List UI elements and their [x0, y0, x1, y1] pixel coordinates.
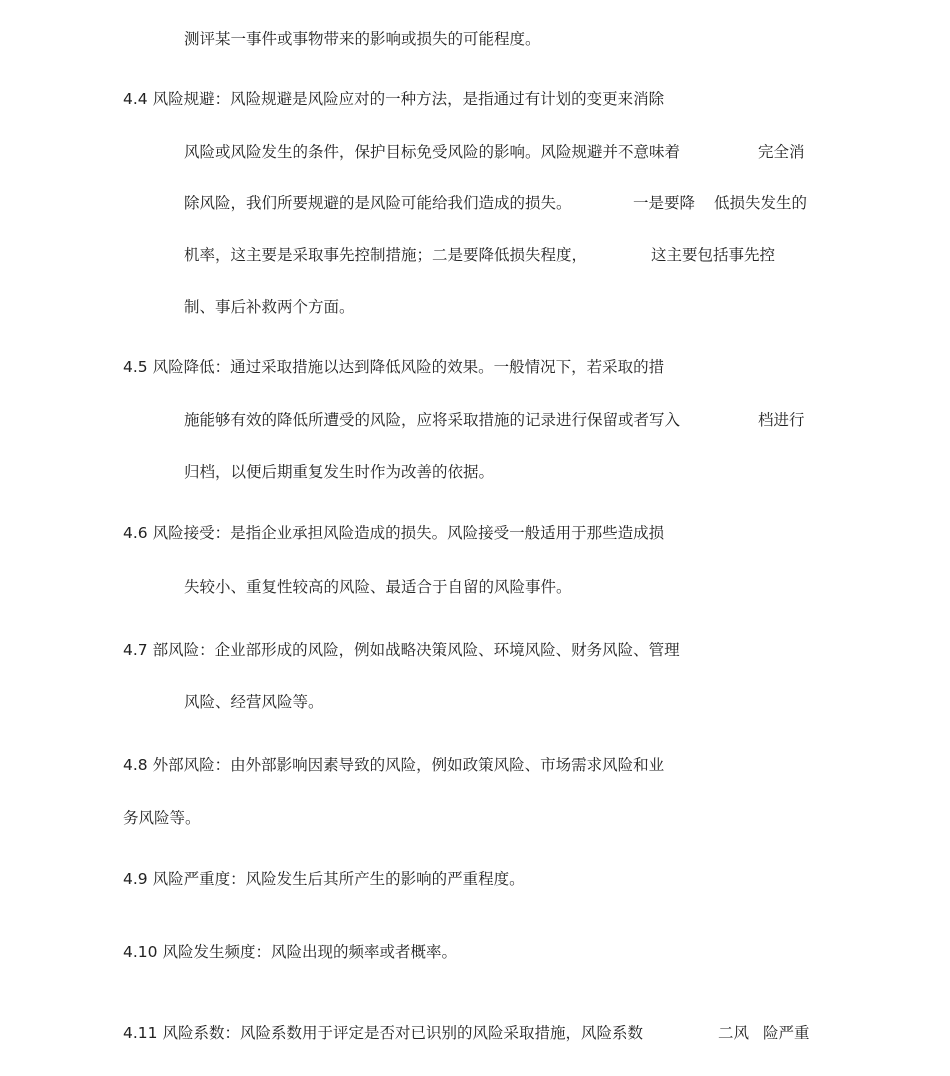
text-line-mid: 二风	[718, 1024, 750, 1042]
text-line: 机率，这主要是采取事先控制措施；二是要降低损失程度，	[184, 246, 588, 264]
text-line: 归档，以便后期重复发生时作为改善的依据。	[184, 463, 495, 481]
text-line: 失较小、重复性较高的风险、最适合于自留的风险事件。	[184, 578, 572, 596]
text-line: 制、事后补救两个方面。	[184, 298, 355, 316]
section-4-6-heading-line: 4.6 风险接受：是指企业承担风险造成的损失。风险接受一般适用于那些造成损	[123, 524, 665, 542]
section-4-10-heading-line: 4.10 风险发生频度：风险出现的频率或者概率。	[123, 943, 457, 961]
section-4-7-heading-line: 4.7 部风险：企业部形成的风险，例如战略决策风险、环境风险、财务风险、管理	[123, 641, 680, 659]
section-4-11-heading-line: 4.11 风险系数：风险系数用于评定是否对已识别的风险采取措施，风险系数	[123, 1024, 643, 1042]
text-line-tail: 完全消	[758, 143, 805, 161]
text-line: 除风险，我们所要规避的是风险可能给我们造成的损失。	[184, 194, 572, 212]
text-line: 风险或风险发生的条件，保护目标免受风险的影响。风险规避并不意味着	[184, 143, 681, 161]
text-line-tail: 这主要包括事先控	[651, 246, 776, 264]
text-line: 务风险等。	[123, 809, 201, 827]
text-line-mid: 一是要降	[633, 194, 696, 212]
text-line: 测评某一事件或事物带来的影响或损失的可能程度。	[184, 30, 541, 48]
section-4-8-heading-line: 4.8 外部风险：由外部影响因素导致的风险，例如政策风险、市场需求风险和业	[123, 756, 665, 774]
section-4-4-heading-line: 4.4 风险规避：风险规避是风险应对的一种方法，是指通过有计划的变更来消除	[123, 90, 665, 108]
text-line-tail: 险严重	[763, 1024, 810, 1042]
text-line-tail: 档进行	[758, 411, 805, 429]
section-4-9-heading-line: 4.9 风险严重度：风险发生后其所产生的影响的严重程度。	[123, 870, 525, 888]
text-line-tail: 低损失发生的	[714, 194, 808, 212]
section-4-5-heading-line: 4.5 风险降低：通过采取措施以达到降低风险的效果。一般情况下，若采取的措	[123, 358, 665, 376]
text-line: 风险、经营风险等。	[184, 693, 324, 711]
text-line: 施能够有效的降低所遭受的风险，应将采取措施的记录进行保留或者写入	[184, 411, 681, 429]
